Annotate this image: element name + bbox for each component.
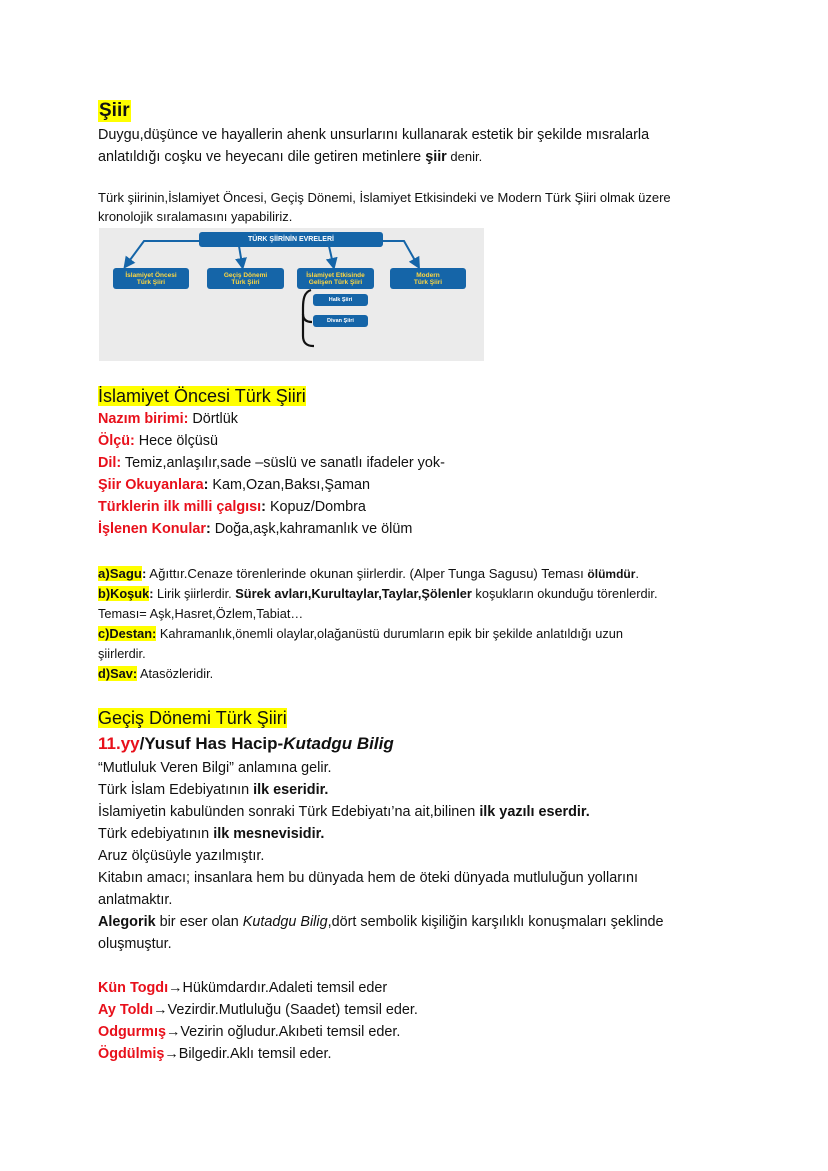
- sav-text: Atasözleridir.: [137, 666, 214, 681]
- character-description: Bilgedir.Aklı temsil eder.: [178, 1046, 332, 1062]
- dil-line: [98, 452, 445, 474]
- turk-siiri-evreleri-diagram: [99, 228, 484, 361]
- diagram-box-gecis-donemi: [207, 268, 284, 289]
- kosuk-label: b)Koşuk: [98, 586, 150, 601]
- chronology-line1: Türk şiirinin,İslamiyet Öncesi, Geçiş Dönemi, İslamiyet Etkisindeki ve Modern Türk Şiiri olmak üzere: [98, 190, 671, 205]
- chronology-line2: kronolojik sıralamasını yapabiliriz.: [98, 209, 293, 224]
- right-arrow-icon: →: [164, 1046, 179, 1062]
- diagram-box2-line1: Geçiş Dönemi: [223, 271, 268, 279]
- okuyan-colon: :: [203, 477, 209, 493]
- diagram-box-islamiyet-oncesi: [113, 268, 189, 289]
- bracket-line-1: [303, 290, 312, 322]
- character-ogdulmis: [98, 1043, 332, 1065]
- gecis-line4-bold: ilk mesnevisidir.: [213, 826, 325, 842]
- gecis-line7: anlatmaktır.: [98, 892, 173, 908]
- islenen-konular-line: [98, 518, 412, 540]
- gecis-line9: oluşmuştur.: [98, 936, 172, 952]
- gecis-line8-text: bir eser olan: [155, 914, 243, 930]
- character-name: Ay Toldı: [98, 1002, 154, 1018]
- gecis-line3-bold: ilk yazılı eserdir.: [479, 804, 590, 820]
- diagram-top-box: TÜRK ŞİİRİNİN EVRELERİ: [199, 232, 383, 247]
- kosuk-bold: Sürek avları,Kurultaylar,Taylar,Şölenler: [235, 586, 472, 601]
- character-description: Hükümdardır.Adaleti temsil eder: [182, 980, 388, 996]
- destan-label: c)Destan:: [98, 626, 157, 641]
- dil-value: Temiz,anlaşılır,sade –süslü ve sanatlı ifadeler yok-: [121, 455, 445, 471]
- sagu-line: [98, 564, 639, 584]
- konu-label: İşlenen Konular: [98, 521, 206, 537]
- calgi-value: Kopuz/Dombra: [265, 499, 366, 515]
- gecis-line2-bold: ilk eseridir.: [253, 782, 329, 798]
- gecis-line8-italic: Kutadgu Bilig: [242, 914, 328, 930]
- diagram-sub-halk-siiri: Halk Şiiri: [313, 294, 368, 306]
- diagram-connectors: [99, 228, 484, 361]
- destan-line2: şiirlerdir.: [98, 646, 146, 661]
- character-odgurmis: [98, 1021, 400, 1043]
- right-arrow-icon: →: [165, 1024, 181, 1040]
- siir-heading: Şiir: [99, 100, 130, 121]
- diagram-box4-line1: Modern: [416, 271, 440, 279]
- konu-colon: :: [205, 521, 211, 537]
- kutadgu-bilig-heading: [98, 733, 394, 755]
- kosuk-colon: :: [149, 586, 154, 601]
- arrow-connector-2: [239, 246, 242, 264]
- gecis-line3: [98, 801, 590, 823]
- olcu-value: Hece ölçüsü: [134, 433, 218, 449]
- konu-value: Doğa,aşk,kahramanlık ve ölüm: [210, 521, 413, 537]
- alegorik-bold: Alegorik: [98, 914, 156, 930]
- gecis-line4: [98, 823, 324, 845]
- gecis-line5: Aruz ölçüsüyle yazılmıştır.: [98, 848, 265, 864]
- gecis-line4-text: Türk edebiyatının: [98, 826, 214, 842]
- calgi-label: Türklerin ilk milli çalgısı: [98, 499, 262, 515]
- arrow-connector-3: [329, 246, 333, 264]
- sagu-colon: :: [141, 566, 147, 581]
- century-label: 11.yy: [98, 734, 140, 753]
- gecis-donemi-heading: [98, 707, 287, 729]
- sagu-bold: ölümdür: [587, 567, 636, 581]
- gecis-line1: “Mutluluk Veren Bilgi” anlamına gelir.: [98, 760, 332, 776]
- diagram-box-modern: [390, 268, 466, 289]
- diagram-box3-line1: İslamiyet Etkisinde: [306, 271, 365, 279]
- arrow-connector-1: [127, 241, 207, 264]
- sav-label: d)Sav:: [98, 666, 138, 681]
- kosuk-line: [98, 584, 658, 604]
- right-arrow-icon: →: [168, 980, 183, 996]
- character-name: Ögdülmiş: [98, 1046, 165, 1062]
- nazim-label: Nazım birimi:: [98, 411, 189, 427]
- okuyan-value: Kam,Ozan,Baksı,Şaman: [208, 477, 370, 493]
- gecis-line2: [98, 779, 328, 801]
- siir-definition-suffix: denir.: [446, 149, 483, 164]
- work-title: Kutadgu Bilig: [283, 734, 394, 753]
- character-description: Vezirdir.Mutluluğu (Saadet) temsil eder.: [167, 1002, 418, 1018]
- author-label: /Yusuf Has Hacip-: [139, 734, 284, 753]
- sagu-label: a)Sagu: [98, 566, 142, 581]
- kosuk-text2: koşukların okunduğu törenlerdir.: [471, 586, 658, 601]
- character-description: Vezirin oğludur.Akıbeti temsil eder.: [180, 1024, 401, 1040]
- nazim-value: Dörtlük: [188, 411, 238, 427]
- destan-line: [98, 624, 623, 644]
- character-name: Odgurmış: [98, 1024, 166, 1040]
- character-kun-togdi: [98, 977, 387, 999]
- milli-calgi-line: [98, 496, 366, 518]
- gecis-line8: [98, 911, 663, 933]
- diagram-box-islamiyet-etkisinde: [297, 268, 374, 289]
- siir-definition-line1: Duygu,düşünce ve hayallerin ahenk unsurlarını kullanarak estetik bir şekilde mısralarla: [98, 127, 650, 143]
- diagram-box4-line2: Türk Şiiri: [413, 278, 443, 286]
- arrow-connector-4: [382, 241, 417, 264]
- sagu-text: Ağıttır.Cenaze törenlerinde okunan şiirlerdir. (Alper Tunga Sagusu) Teması: [146, 566, 588, 581]
- gecis-line2-text: Türk İslam Edebiyatının: [98, 782, 254, 798]
- sagu-end: .: [635, 566, 640, 581]
- gecis-title: Geçiş Dönemi Türk Şiiri: [98, 708, 287, 728]
- siir-definition-bold: şiir: [425, 149, 447, 165]
- sav-line: [98, 664, 213, 684]
- diagram-box1-line2: Türk Şiiri: [136, 278, 166, 286]
- islamiyet-oncesi-title: İslamiyet Öncesi Türk Şiiri: [98, 386, 306, 406]
- diagram-box2-line2: Türk Şiiri: [231, 278, 260, 286]
- siir-definition-line2: [98, 146, 482, 168]
- character-name: Kün Togdı: [98, 980, 169, 996]
- diagram-box1-line1: İslamiyet Öncesi: [125, 271, 177, 279]
- kosuk-line2: Teması= Aşk,Hasret,Özlem,Tabiat…: [98, 606, 304, 621]
- calgi-colon: :: [261, 499, 266, 515]
- destan-text: Kahramanlık,önemli olaylar,olağanüstü durumların epik bir şekilde anlatıldığı uzun: [156, 626, 623, 641]
- gecis-line3-text: İslamiyetin kabulünden sonraki Türk Edebiyatı’na ait,bilinen: [98, 804, 480, 820]
- dil-label: Dil:: [98, 455, 122, 471]
- diagram-box3-line2: Gelişen Türk Şiiri: [308, 278, 363, 286]
- gecis-line8-end: ,dört sembolik kişiliğin karşılıklı konuşmaları şeklinde: [327, 914, 664, 930]
- kosuk-text1: Lirik şiirlerdir.: [153, 586, 236, 601]
- nazim-birimi-line: [98, 408, 238, 430]
- siir-definition-text: anlatıldığı coşku ve heyecanı dile getiren metinlere: [98, 149, 426, 165]
- gecis-line6: Kitabın amacı; insanlara hem bu dünyada hem de öteki dünyada mutluluğun yollarını: [98, 870, 638, 886]
- islamiyet-oncesi-heading: [98, 385, 306, 407]
- character-ay-toldi: [98, 999, 418, 1021]
- siir-okuyanlar-line: [98, 474, 370, 496]
- okuyan-label: Şiir Okuyanlara: [98, 477, 204, 493]
- olcu-line: [98, 430, 218, 452]
- right-arrow-icon: →: [153, 1002, 168, 1018]
- diagram-sub-divan-siiri: Divan Şiiri: [313, 315, 368, 327]
- olcu-label: Ölçü:: [98, 433, 135, 449]
